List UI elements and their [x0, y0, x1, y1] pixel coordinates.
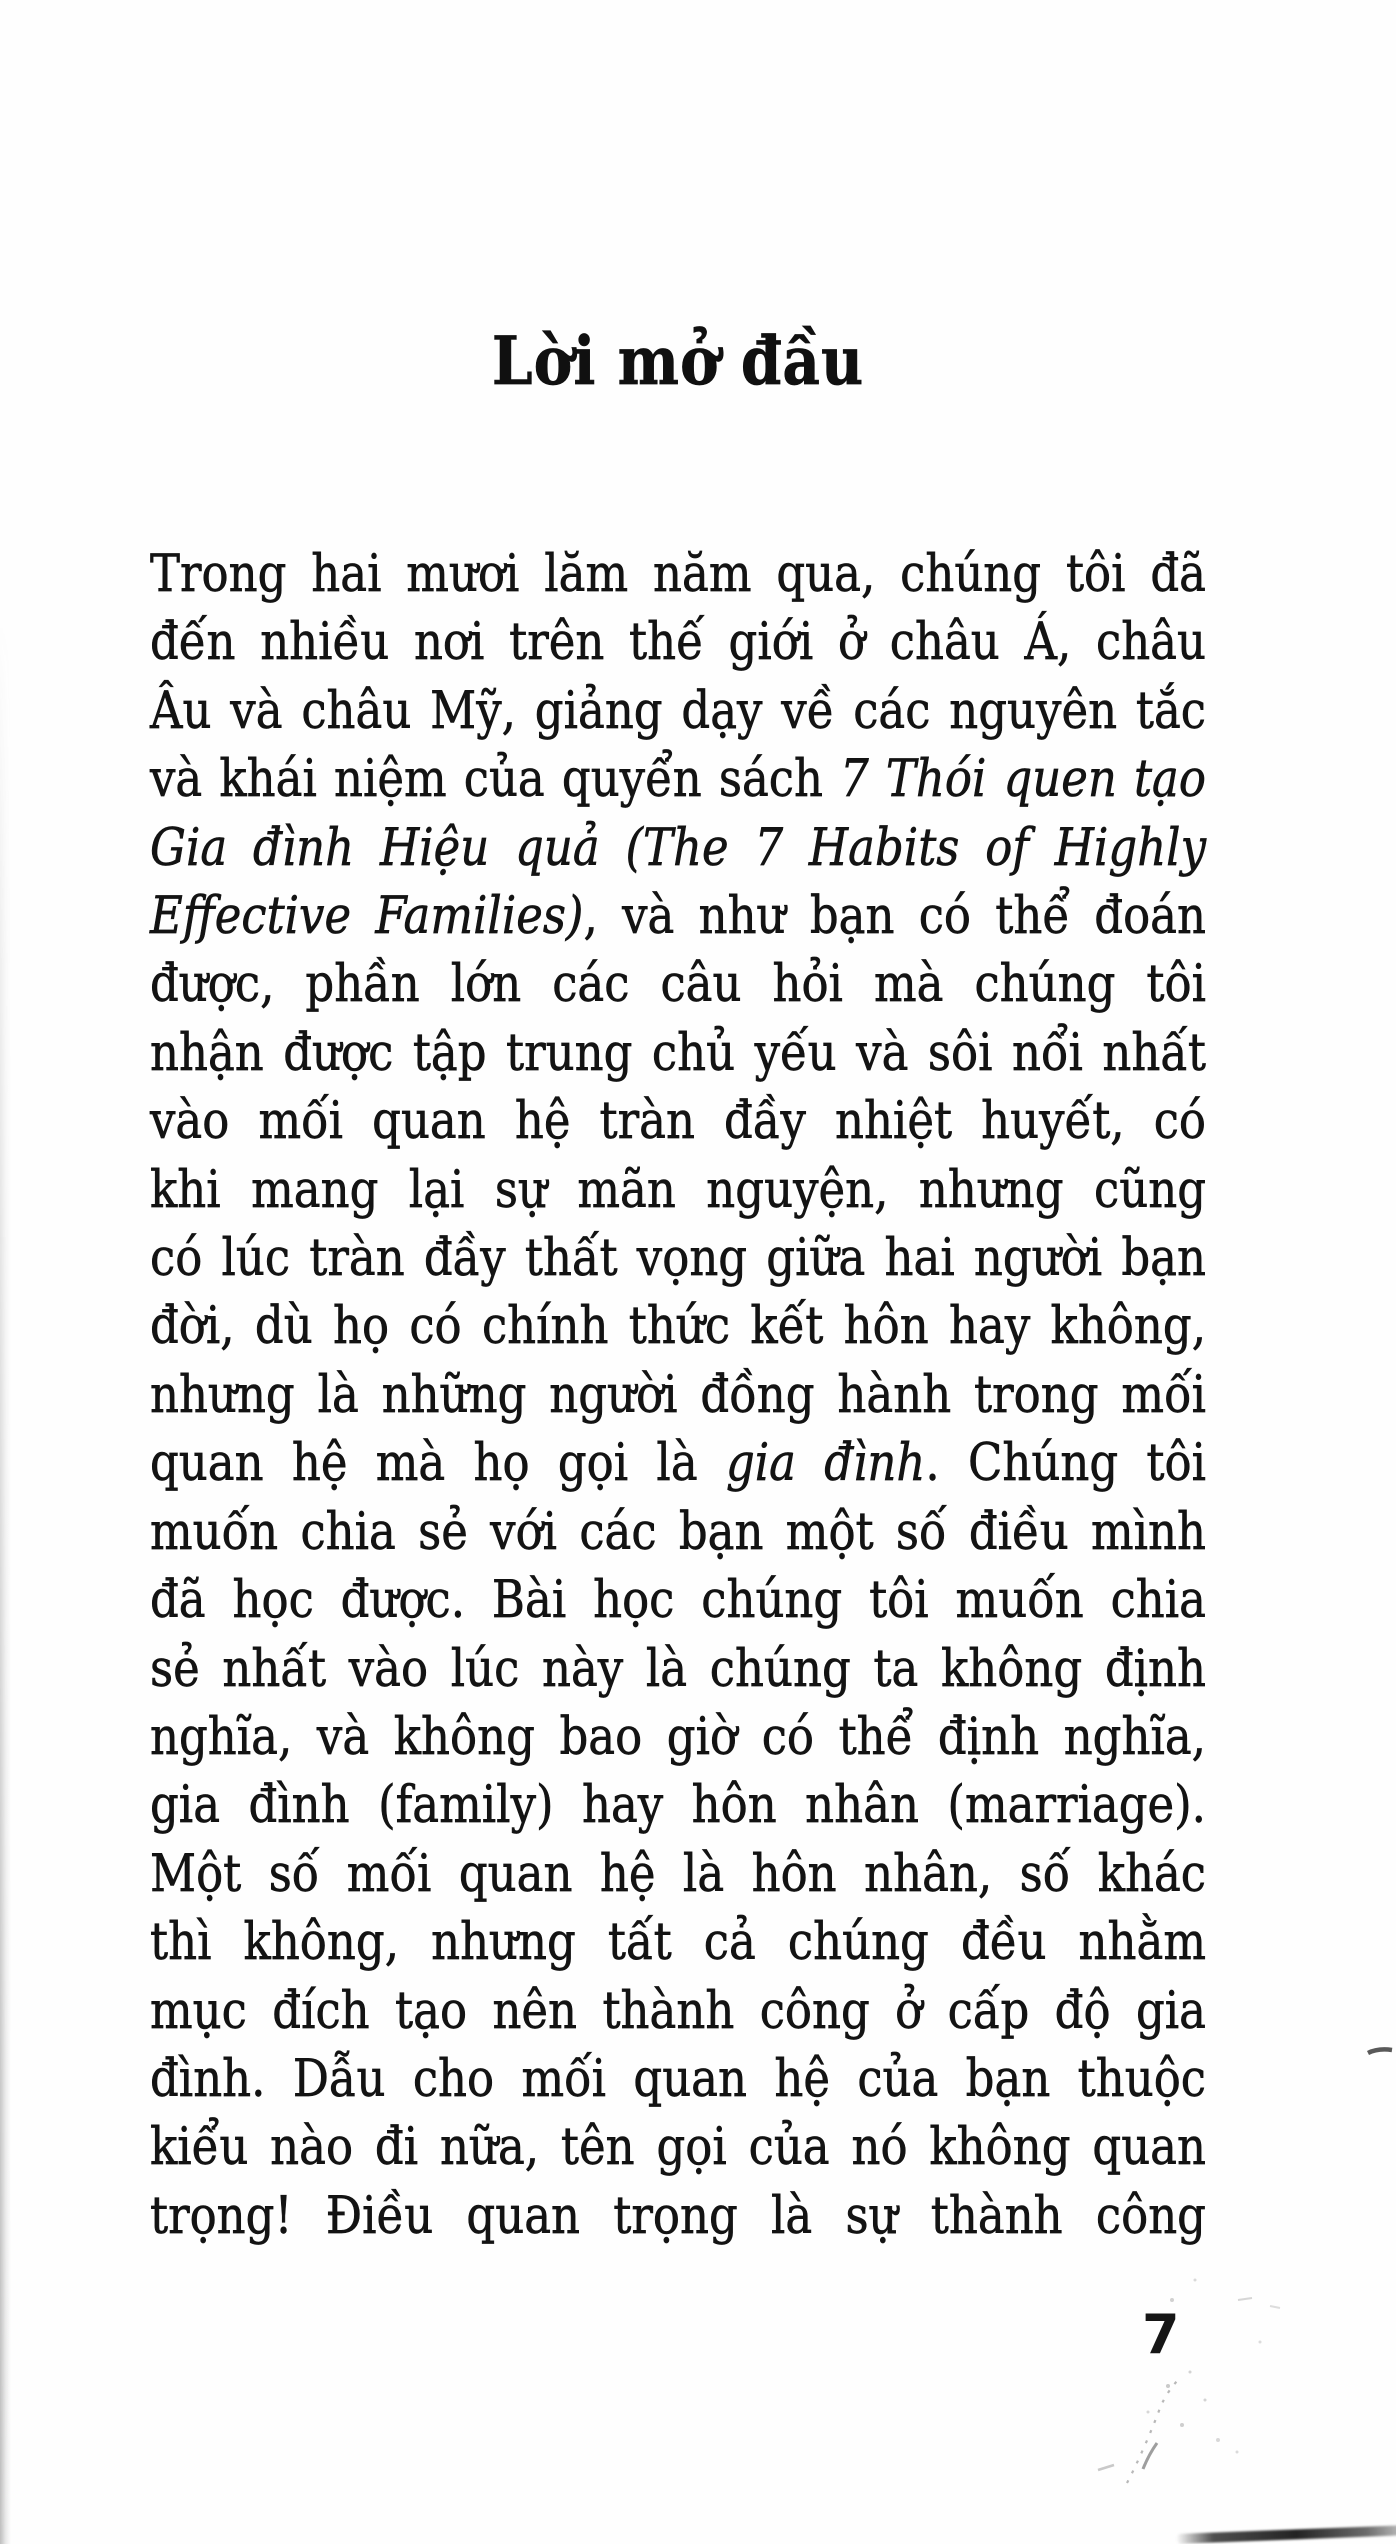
text-line: đến nhiều nơi trên thế giới ở châu Á, châu	[150, 611, 1206, 673]
page-number: 7	[1142, 2303, 1180, 2366]
text-line: thì không, nhưng tất cả chúng đều nhằm	[150, 1911, 1206, 1972]
text-line: muốn chia sẻ với các bạn một số điều mình	[150, 1500, 1206, 1562]
text-line: nghĩa, và không bao giờ có thể định nghĩa,	[150, 1705, 1206, 1767]
chapter-title: Lời mở đầu	[491, 321, 865, 401]
text-line: đình. Dẫu cho mối quan hệ của bạn thuộc	[150, 2047, 1206, 2109]
text-line: gia đình (family) hay hôn nhân (marriage).	[150, 1774, 1206, 1836]
text-line: nhưng là những người đồng hành trong mối	[150, 1363, 1206, 1425]
text-line: có lúc tràn đầy thất vọng giữa hai người bạn	[150, 1226, 1206, 1288]
text-line: khi mang lại sự mãn nguyện, nhưng cũng	[150, 1158, 1206, 1220]
text-line: quan hệ mà họ gọi là gia đình. Chúng tôi	[150, 1432, 1207, 1494]
scan-shadow-bottom-right	[1176, 2525, 1396, 2544]
text-line: Gia đình Hiệu quả (The 7 Habits of Highly	[150, 816, 1206, 878]
text-line: đời, dù họ có chính thức kết hôn hay không,	[150, 1295, 1206, 1357]
text-line: được, phần lớn các câu hỏi mà chúng tôi	[150, 953, 1206, 1015]
body-text	[150, 540, 1206, 2250]
text-line: trọng! Điều quan trọng là sự thành công	[150, 2184, 1206, 2246]
text-line: Effective Families), và như bạn có thể đoán	[150, 884, 1206, 946]
text-line: sẻ nhất vào lúc này là chúng ta không định	[150, 1637, 1206, 1699]
text-line: Âu và châu Mỹ, giảng dạy về các nguyên tắc	[150, 679, 1206, 741]
scan-edge-shadow-left	[0, 620, 11, 2544]
text-line: đã học được. Bài học chúng tôi muốn chia	[150, 1569, 1206, 1630]
text-line: và khái niệm của quyển sách 7 Thói quen tạo	[150, 748, 1206, 810]
text-line: Trong hai mươi lăm năm qua, chúng tôi đã	[150, 542, 1206, 604]
text-line: vào mối quan hệ tràn đầy nhiệt huyết, có	[150, 1090, 1206, 1152]
text-line: nhận được tập trung chủ yếu và sôi nổi nhất	[150, 1021, 1206, 1083]
text-line: Một số mối quan hệ là hôn nhân, số khác	[150, 1842, 1206, 1904]
text-line: mục đích tạo nên thành công ở cấp độ gia	[150, 1979, 1206, 2041]
text-line: kiểu nào đi nữa, tên gọi của nó không quan	[150, 2116, 1206, 2178]
